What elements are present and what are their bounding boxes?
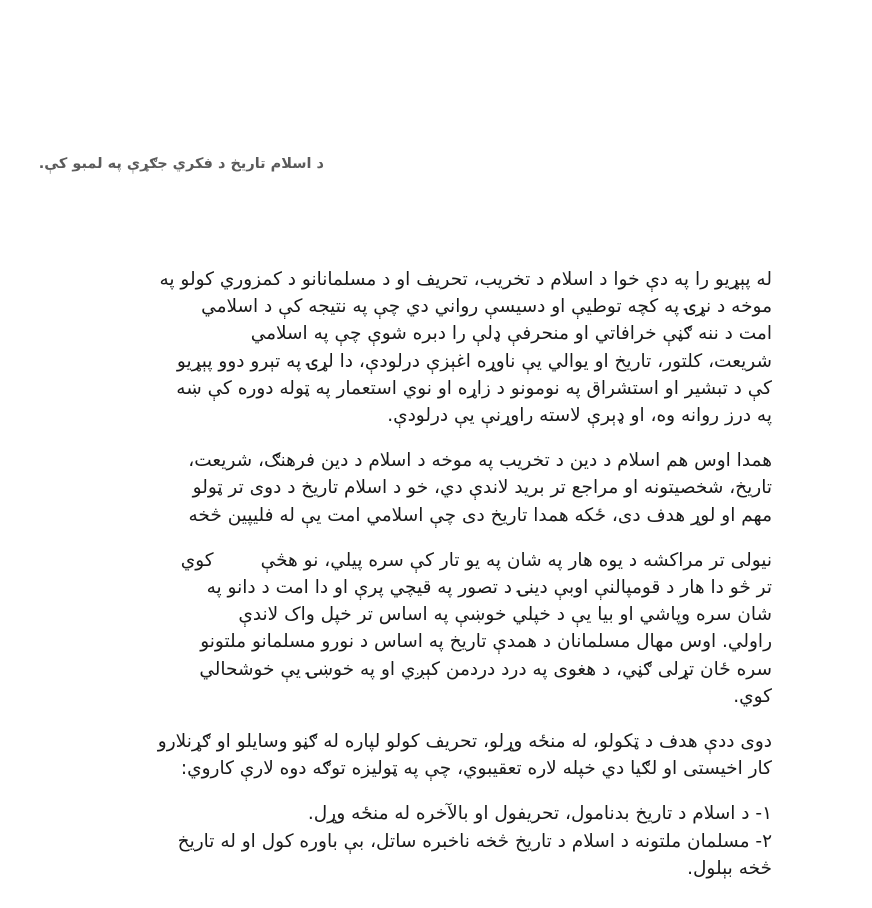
text-line: شان سره وپاشي او بیا یې د خپلي خوښې په اساس تر خپل واک لاندې — [238, 604, 772, 626]
text-line: سره ځان تړلی ګڼي، د هغوی په درد دردمن کېږي او په خوښۍ یې خوشحالي — [199, 658, 772, 680]
text-line: تاریخ، شخصیتونه او مراجع تر برید لاندې دي، خو د اسلام تاریخ د دوی تر ټولو — [192, 477, 772, 499]
list-item: ۲- مسلمان ملتونه د اسلام د تاریخ څخه ناخبره ساتل، بې باوره کول او له تاریخ — [177, 830, 772, 852]
text-line: مهم او لوړ هدف دی، ځکه همدا تاریخ دی چې اسلامي امت یې له فلیپین څخه — [188, 504, 772, 526]
text-line: نیولی تر مراکشه د یوه هار په شان په یو تار کې سره پیلي، نو هڅې کوي — [180, 549, 772, 571]
text-line: شریعت، کلتور، تاریخ او یوالي یې ناوړه اغېزې درلودې، دا لړۍ په تېرو دوو پېړیو — [176, 350, 772, 372]
list-item: ۱- د اسلام د تاریخ بدنامول، تحریفول او بالآخره له منځه وړل. — [307, 803, 772, 825]
paragraph-2 — [62, 447, 772, 529]
text-line: دوی ددې هدف د ټکولو، له منځه وړلو، تحریف کولو لپاره له ګڼو وسایلو او ګړنلارو — [157, 731, 772, 753]
list-item: څخه بېلول. — [687, 857, 772, 879]
text-line: همدا اوس هم اسلام د دین د تخریب په موخه د اسلام د دین فرهنګ، شریعت، — [188, 450, 772, 472]
numbered-list — [62, 800, 772, 882]
text-line: تر څو دا هار د قومپالنې اوبې دینۍ د تصور په قیچي پرې او دا امت د دانو په — [206, 577, 772, 599]
text-line: کوي. — [733, 685, 772, 707]
paragraph-3 — [62, 547, 772, 710]
text-line: امت د ننه ګڼې خرافاتي او منحرفې ډلې را دبره شوې چې په اسلامي — [250, 323, 772, 345]
text-line: کې د تبشیر او استشراق په نومونو د زاړه او نوي استعمار په ټوله دوره کې ښه — [176, 377, 772, 399]
paragraph-4 — [62, 728, 772, 782]
text-line: موخه د نړۍ په کچه توطیې او دسیسې رواني دي چې په نتیجه کې د اسلامي — [201, 296, 772, 318]
text-line: په درز روانه وه، او ډېرې لاسته راوړنې یې درلودې. — [387, 405, 772, 427]
paragraph-1 — [62, 266, 772, 429]
text-line: کار اخیستی او لګیا دي خپله لاره تعقیبوي، چې په ټولیزه توګه دوه لارې کاروي: — [180, 758, 772, 780]
body-text — [62, 266, 772, 882]
text-line: له پېړیو را په دې خوا د اسلام د تخریب، تحریف او د مسلمانانو د کمزوري کولو په — [159, 269, 772, 290]
header-note: د اسلام تاریخ د فکري جګړې په لمبو کې. — [38, 156, 324, 172]
text-line: راولي. اوس مهال مسلمانان د همدې تاریخ په اساس د نورو مسلمانو ملتونو — [200, 631, 772, 653]
